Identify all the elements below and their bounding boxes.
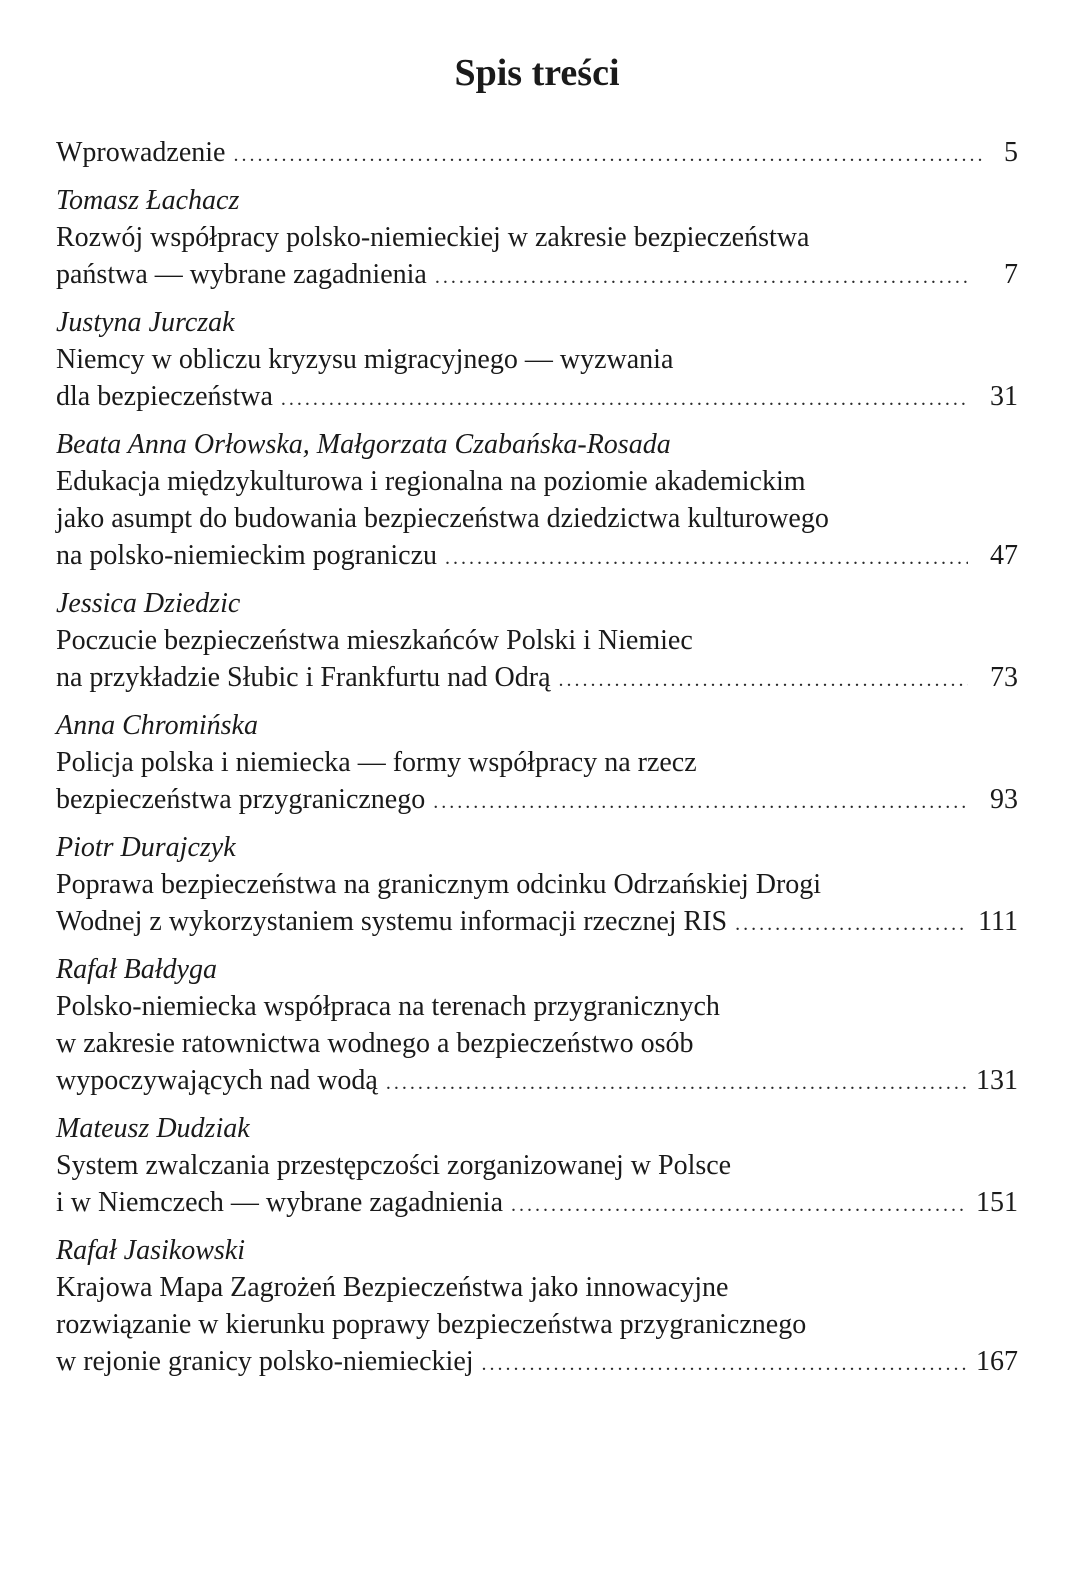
entry-last-line (56, 903, 1018, 943)
entry-title-line: dla bezpieczeństwa (56, 381, 273, 412)
page-number: 93 (990, 784, 1018, 815)
toc-list (56, 134, 1018, 1391)
entry-title-line: w rejonie granicy polsko-niemieckiej (56, 1346, 474, 1377)
entry-title-line: Poprawa bezpieczeństwa na granicznym odcinku Odrzańskiej Drogi (56, 869, 822, 900)
entry-title-line: wypoczywających nad wodą (56, 1065, 378, 1096)
entry-title-line: na polsko-niemieckim pograniczu (56, 540, 437, 571)
entry-title-line: Wprowadzenie (56, 137, 226, 168)
leader-dots (435, 259, 968, 296)
page-number: 5 (1004, 137, 1018, 168)
entry-last-line (56, 256, 1018, 296)
leader-dots (433, 784, 968, 821)
entry-title-line: na przykładzie Słubic i Frankfurtu nad Odrą (56, 662, 551, 693)
page-number: 111 (978, 906, 1018, 937)
entry-title-line: Edukacja międzykulturowa i regionalna na poziomie akademickim (56, 466, 806, 497)
leader-dots (735, 906, 968, 943)
entry-author: Rafał Bałdyga (56, 954, 217, 985)
entry-last-line (56, 1184, 1018, 1224)
toc-entry (56, 134, 1018, 174)
page-number: 167 (976, 1346, 1018, 1377)
toc-entry (56, 182, 1018, 296)
entry-title-line: w zakresie ratownictwa wodnego a bezpieczeństwo osób (56, 1028, 694, 1059)
entry-title-line: Wodnej z wykorzystaniem systemu informacji rzecznej RIS (56, 906, 728, 937)
entry-author: Piotr Durajczyk (56, 832, 236, 863)
entry-title-line: jako asumpt do budowania bezpieczeństwa dziedzictwa kulturowego (56, 503, 829, 534)
entry-title-line: Poczucie bezpieczeństwa mieszkańców Polski i Niemiec (56, 625, 693, 656)
toc-entry (56, 951, 1018, 1102)
page-title: Spis treści (454, 52, 620, 94)
toc-entry (56, 829, 1018, 943)
entry-author: Tomasz Łachacz (56, 185, 240, 216)
entry-title-line: i w Niemczech — wybrane zagadnienia (56, 1187, 504, 1218)
leader-dots (233, 137, 982, 174)
entry-last-line (56, 781, 1018, 821)
toc-entry (56, 304, 1018, 418)
entry-author: Beata Anna Orłowska, Małgorzata Czabańska-Rosada (56, 429, 671, 460)
page-number: 151 (976, 1187, 1018, 1218)
leader-dots (559, 662, 968, 699)
entry-title-line: bezpieczeństwa przygranicznego (56, 784, 426, 815)
entry-last-line (56, 1062, 1018, 1102)
page-number: 47 (990, 540, 1018, 571)
page-number: 31 (990, 381, 1018, 412)
leader-dots (386, 1065, 968, 1102)
toc-entry (56, 426, 1018, 577)
entry-author: Justyna Jurczak (56, 307, 235, 338)
entry-author: Anna Chromińska (56, 710, 258, 741)
entry-last-line (56, 1343, 1018, 1383)
toc-entry (56, 585, 1018, 699)
leader-dots (482, 1346, 968, 1383)
entry-author: Mateusz Dudziak (56, 1113, 250, 1144)
entry-title-line: rozwiązanie w kierunku poprawy bezpieczeństwa przygranicznego (56, 1309, 807, 1340)
entry-last-line (56, 659, 1018, 699)
entry-title-line: państwa — wybrane zagadnienia (56, 259, 427, 290)
toc-entry (56, 1110, 1018, 1224)
entry-title-line: Rozwój współpracy polsko-niemieckiej w zakresie bezpieczeństwa (56, 222, 810, 253)
entry-author: Jessica Dziedzic (56, 588, 241, 619)
leader-dots (445, 540, 968, 577)
entry-title-line: Polsko-niemiecka współpraca na terenach przygranicznych (56, 991, 720, 1022)
page-number: 131 (976, 1065, 1018, 1096)
leader-dots (511, 1187, 968, 1224)
entry-last-line (56, 537, 1018, 577)
entry-last-line (56, 134, 1018, 174)
entry-last-line (56, 378, 1018, 418)
entry-title-line: System zwalczania przestępczości zorganizowanej w Polsce (56, 1150, 732, 1181)
toc-page (56, 0, 1018, 1377)
entry-title-line: Policja polska i niemiecka — formy współpracy na rzecz (56, 747, 697, 778)
page-number: 7 (1004, 259, 1018, 290)
page-number: 73 (990, 662, 1018, 693)
entry-author: Rafał Jasikowski (56, 1235, 245, 1266)
toc-entry (56, 1232, 1018, 1383)
entry-title-line: Niemcy w obliczu kryzysu migracyjnego — wyzwania (56, 344, 674, 375)
toc-entry (56, 707, 1018, 821)
entry-title-line: Krajowa Mapa Zagrożeń Bezpieczeństwa jako innowacyjne (56, 1272, 729, 1303)
leader-dots (281, 381, 968, 418)
